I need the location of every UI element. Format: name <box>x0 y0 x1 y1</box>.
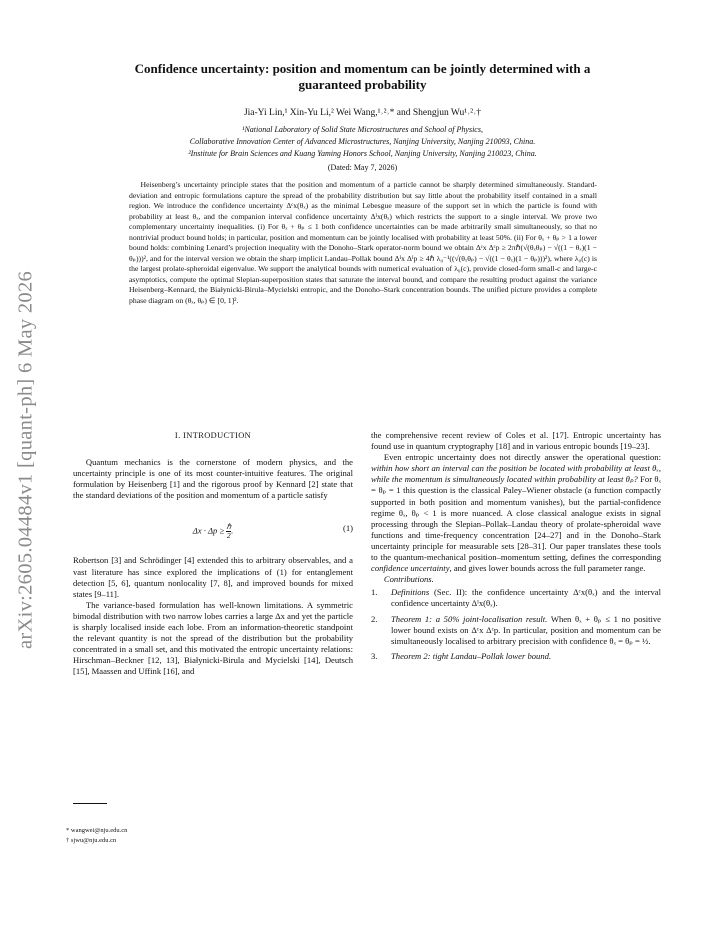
fraction-numerator: ℏ <box>226 522 232 532</box>
list-item <box>371 613 661 647</box>
left-column <box>73 430 353 678</box>
title-line-2: guaranteed probability <box>298 77 427 92</box>
dated-line: (Dated: May 7, 2026) <box>327 163 398 172</box>
confidence-uncertainty-term: confidence uncertainty <box>371 563 450 574</box>
list-item-number: 3. <box>371 650 378 661</box>
affiliation-1b: Collaborative Innovation Center of Advanced Microstructures, Nanjing University, Nanjing 210093, China. <box>189 137 536 146</box>
title-line-1: Confidence uncertainty: position and momentum can be jointly determined with a <box>134 61 591 76</box>
list-item-text: (Sec. II): the confidence uncertainty Δᶜx(θₓ) and the interval confidence uncertainty Δᴵx(θₓ). <box>391 587 661 609</box>
contributions-list <box>371 587 661 662</box>
intro-paragraph-3: The variance-based formulation has well-known limitations. A symmetric bimodal distribution with two narrow lobes carries a large Δx and yet the particle is sharply localised inside each lobe. From an information-theoretic standpoint the relevant quantity is not the spread of the distribution but the probability concentrated in a small set, and this motivated the entropic uncertainty relations: Hirschman–Beckner [12, 13], Białynicki-Birula and Mycielski [14], Deutsch [15], Maassen and Uffink [16], and <box>73 599 353 677</box>
equation-lhs: Δx · Δp ≥ <box>192 525 225 536</box>
affiliation-2: ²Institute for Brain Sciences and Kuang Yaming Honors School, Nanjing University, Nanjing 210023, China. <box>188 149 537 158</box>
paper-title <box>70 61 655 93</box>
list-item-lead: Theorem 1: a 50% joint-localisation result. <box>391 613 548 624</box>
list-item <box>371 587 661 609</box>
list-item <box>371 650 661 662</box>
intro-paragraph-1: Quantum mechanics is the cornerstone of modern physics, and the uncertainty principle is one of its most counter-intuitive features. The original formulation by Heisenberg [1] and the rigorous proof by Kennard [2] state that the standard deviations of the position and momentum of a particle satisfy <box>73 457 353 501</box>
abstract: Heisenberg’s uncertainty principle states that the position and momentum of a particle cannot be sharply determined simultaneously. Standard-deviation and entropic formulations capture the spread of the probability distribution but say little about the probability itself contained in a small region. We introduce the confidence uncertainty Δᶜx(θₓ) as the minimal Lebesgue measure of the support set in which the particle is found with probability at least θₓ, and the companion interval confidence uncertainty Δᴵx(θₓ) which restricts the support to a single interval. We prove two complementary uncertainty inequalities. (i) For θₓ + θₚ ≤ 1 both confidence uncertainties can be made arbitrarily small simultaneously, so that no nontrivial product bound holds; in particular, position and momentum can be jointly localised with probability at least 50%. (ii) For θₓ + θₚ > 1 a lower bound holds: combining Lenard’s projection inequality with the Donoho–Stark operator-norm bound we obtain Δᶜx Δᶜp ≥ 2πℏ(√(θₓθₚ) − √((1 − θₓ)(1 − θₚ)))², and for the interval version we obtain the sharp implicit Landau–Pollak bound Δᴵx Δᴵp ≥ 4ℏ λ₀⁻¹((√(θₓθₚ) − √((1 − θₓ)(1 − θₚ)))²), where λ₀(c) is the largest prolate-spheroidal eigenvalue. We support the analytical bounds with numerical evaluation of λ₀(c), provide closed-form small-c and large-c asymptotics, compute the optimal Slepian-superposition states that saturate the interval bound, and compare the resulting product against the variance Heisenberg–Kennard, the Białynicki-Birula–Mycielski entropic, and the Donoho–Stark concentration bounds. The unified picture provides a complete phase diagram on (θₓ, θₚ) ∈ [0, 1]². <box>129 180 597 305</box>
section-heading-introduction: I. INTRODUCTION <box>174 431 252 440</box>
list-item-lead: Theorem 2: tight Landau–Pollak lower bound. <box>391 650 552 661</box>
equation-period: . <box>231 525 234 536</box>
affiliations <box>70 124 655 160</box>
equation-number: (1) <box>342 523 353 534</box>
para2-start: Even entropic uncertainty does not directly answer the operational question: <box>383 452 661 463</box>
list-item-lead: Definitions <box>391 587 430 598</box>
equation-expression <box>73 523 353 540</box>
footnote-rule <box>73 803 107 804</box>
para2-end: For θₓ = θₚ = 1 this question is the classical Paley–Wiener obstacle (a function compactly supported in both position and momentum vanishes), but the partial-confidence regime θₓ, θₚ < 1 is more nuanced. A close classical analogue exists in signal processing through the Slepian–Pollak–Landau theory of prolate-spheroidal wave functions and time-frequency concentration [24–27] and in the Donoho–Stark uncertainty principle for measurable sets [28–31]. Our paper translates these tools to the quantum-mechanical position–momentum setting, defines the corresponding <box>371 474 661 563</box>
author-list: Jia-Yi Lin,¹ Xin-Yu Li,² Wei Wang,¹˒²˒* and Shengjun Wu¹˒²˒† <box>243 108 482 118</box>
right-column <box>371 430 661 666</box>
fraction-denominator: 2 <box>226 531 231 541</box>
right-paragraph-1: the comprehensive recent review of Coles et al. [17]. Entropic uncertainty has found use in quantum cryptography [18] and in various entropic bounds [19–23]. <box>371 430 661 452</box>
contributions-heading <box>371 574 661 585</box>
operational-question: within how short an interval can the position be located with probability at least θₓ, while the momentum is simultaneously located within probability at least θₚ? <box>371 463 661 485</box>
contributions-label: Contributions. <box>383 574 434 585</box>
footnote-email-1: * wangwei@nju.edu.cn <box>66 827 128 834</box>
affiliation-1a: ¹National Laboratory of Solid State Microstructures and School of Physics, <box>242 125 483 134</box>
intro-paragraph-2: Robertson [3] and Schrödinger [4] extended this to arbitrary observables, and a vast literature has since explored the implications of (1) for entanglement detection [5, 6], quantum nonlocality [7, 8], and improved bounds for mixed states [9–11]. <box>73 555 353 599</box>
equation-1 <box>73 519 353 543</box>
list-item-text: When θₓ + θₚ ≤ 1 no positive lower bound exists on Δᶜx Δᶜp. In particular, position and momentum can be simultaneously localised to arbitrary precision with confidence θₓ = θₚ = ½. <box>391 613 661 646</box>
footnotes <box>66 826 127 846</box>
footnote-email-2: † sjwu@nju.edu.cn <box>66 837 117 844</box>
arxiv-identifier: arXiv:2605.04484v1 [quant-ph] 6 May 2026 <box>14 270 37 650</box>
list-item-number: 2. <box>371 613 378 624</box>
arxiv-sidebar <box>6 250 46 670</box>
right-paragraph-2 <box>371 452 661 574</box>
para2-tail: , and gives lower bounds across the full parameter range. <box>449 563 646 574</box>
list-item-number: 1. <box>371 587 378 598</box>
